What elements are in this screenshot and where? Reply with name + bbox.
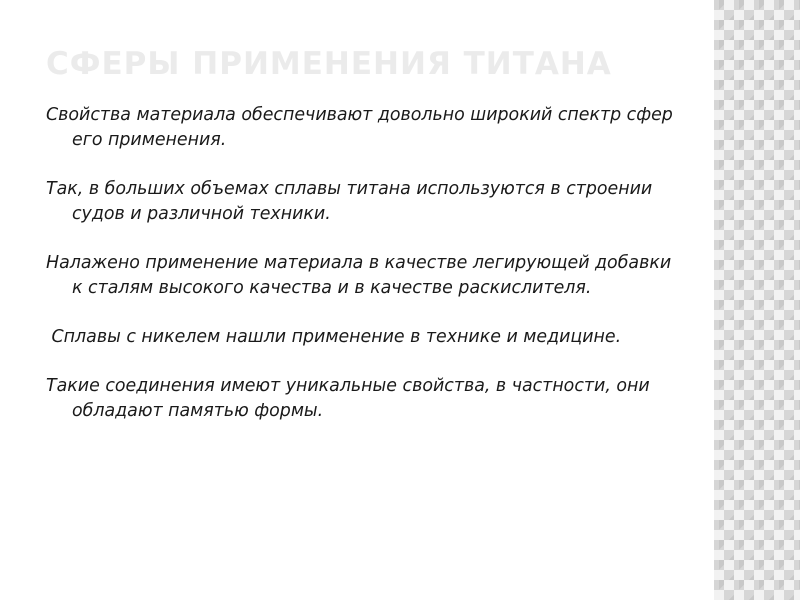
slide-title: СФЕРЫ ПРИМЕНЕНИЯ ТИТАНА [46,46,612,82]
paragraph-4: Сплавы с никелем нашли применение в технике и медицине. [46,327,622,347]
paragraph-5: Такие соединения имеют уникальные свойства, в частности, они обладают памятью формы. [46,376,650,421]
paragraph-3: Налажено применение материала в качестве легирующей добавки к сталям высокого качества и в качестве раскислителя. [46,253,672,298]
slide-body [46,103,686,448]
decorative-pattern-panel [714,0,800,600]
paragraph-2: Так, в больших объемах сплавы титана используются в строении судов и различной техники. [46,179,653,224]
paragraph-1: Свойства материала обеспечивают довольно широкий спектр сфер его применения. [46,105,673,150]
